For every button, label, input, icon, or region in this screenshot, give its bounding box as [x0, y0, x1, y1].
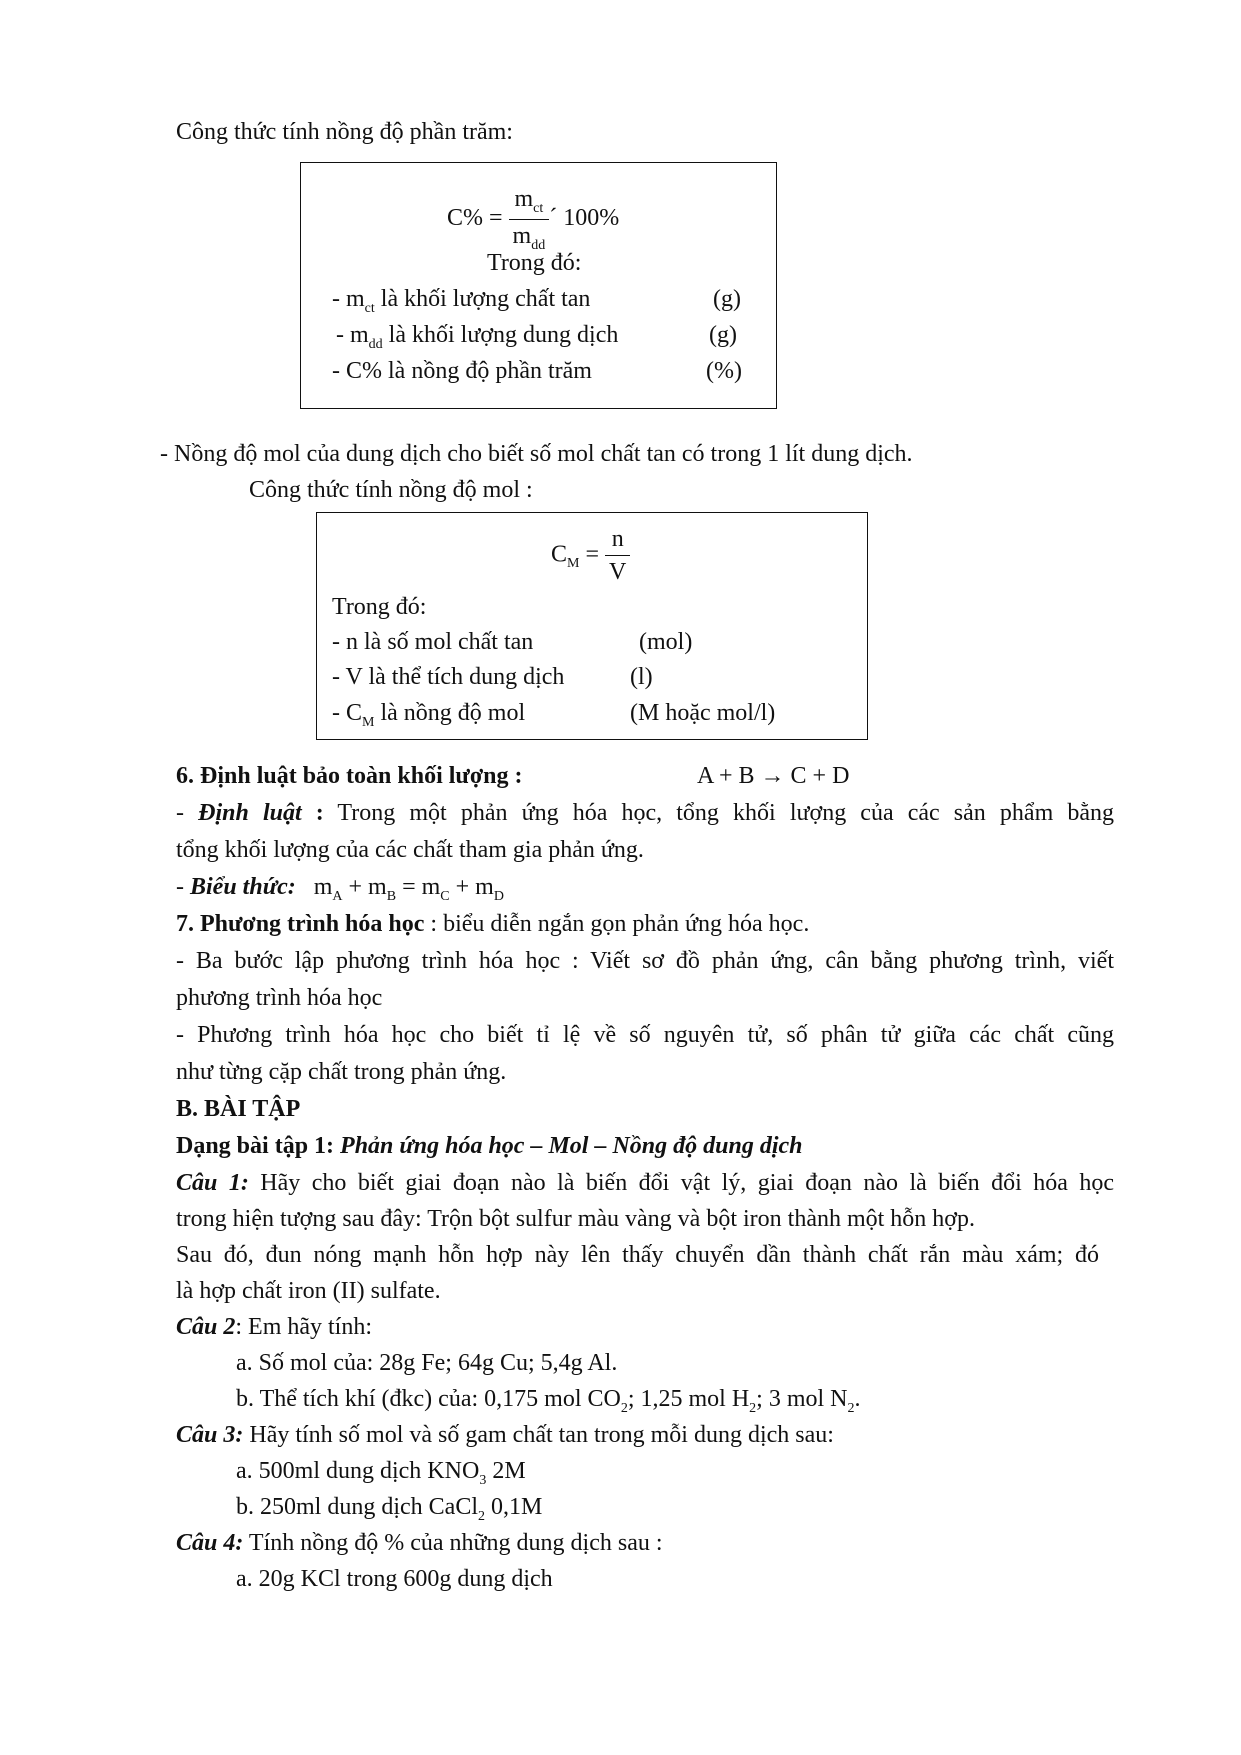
def-line: - $C_M$ là nồng độ mol — [332, 700, 526, 730]
question-1-line: Sau đó, đun nóng mạnh hỗn hợp này lên thấy chuyển dần thành chất rắn màu xám; đó — [176, 1242, 1099, 1268]
def-unit: (l) — [630, 664, 653, 690]
question-2b: b. Thể tích khí (đkc) của: 0,175 mol $CO_2$; 1,25 mol $H_2$; 3 mol $N_2$. — [236, 1386, 861, 1416]
def-unit: (mol) — [639, 629, 693, 655]
molar-formula: $C_M$ = $\frac{n}{V}$ — [551, 525, 630, 587]
def-line: - $m_{dd}$ là khối lượng dung dịch — [336, 322, 619, 352]
where-label: Trong đó: — [332, 594, 427, 620]
section-7-heading: 7. Phương trình hóa học : biểu diễn ngắn gọn phản ứng hóa học. — [176, 911, 810, 937]
def-unit: (g) — [709, 322, 737, 348]
def-line: - C% là nồng độ phần trăm — [332, 358, 592, 384]
question-1-line: trong hiện tượng sau đây: Trộn bột sulfur màu vàng và bột iron thành một hỗn hợp. — [176, 1206, 975, 1232]
expression-line: - Biểu thức: $m_A + m_B = m_C + m_D$ — [176, 874, 504, 904]
fraction: $\frac{m_{ct}}{m_{dd}}$ — [509, 185, 550, 254]
question-2: Câu 2: Em hãy tính: — [176, 1314, 373, 1340]
formula-lhs: C% = — [447, 205, 503, 232]
law-line-2: tổng khối lượng của các chất tham gia phản ứng. — [176, 837, 644, 863]
law-line-1: - Định luật : Trong một phản ứng hóa học, tổng khối lượng của các sản phẩm bằng — [176, 800, 1115, 826]
reaction-equation: A + B → C + D — [697, 763, 850, 789]
question-3: Câu 3: Hãy tính số mol và số gam chất tan trong mỗi dung dịch sau: — [176, 1422, 834, 1448]
molar-formula-box — [316, 512, 868, 740]
question-1-line: là hợp chất iron (II) sulfate. — [176, 1278, 441, 1304]
def-unit: (M hoặc mol/l) — [630, 700, 776, 726]
def-line: - $m_{ct}$ là khối lượng chất tan — [332, 286, 591, 316]
def-line: - n là số mol chất tan — [332, 629, 534, 655]
exercises-heading: B. BÀI TẬP — [176, 1096, 301, 1122]
section-6-heading: 6. Định luật bảo toàn khối lượng : — [176, 763, 523, 789]
paragraph-line: phương trình hóa học — [176, 985, 383, 1011]
exercise-type-heading: Dạng bài tập 1: Phản ứng hóa học – Mol – Nồng độ dung dịch — [176, 1133, 803, 1159]
question-2a: a. Số mol của: 28g Fe; 64g Cu; 5,4g Al. — [236, 1350, 618, 1376]
def-unit: (g) — [713, 286, 741, 312]
formula-factor: 100% — [563, 205, 620, 232]
molar-formula-intro: Công thức tính nồng độ mol : — [249, 477, 533, 503]
question-3b: b. 250ml dung dịch CaCl$_2$ 0,1M — [236, 1494, 543, 1524]
paragraph-line: - Ba bước lập phương trình hóa học : Viết sơ đồ phản ứng, cân bằng phương trình, viết — [176, 948, 1114, 974]
where-label: Trong đó: — [487, 250, 582, 276]
percent-formula-box — [300, 162, 777, 409]
percent-formula: C% = $\frac{m_{ct}}{m_{dd}}$ ´ 100% — [447, 186, 620, 253]
paragraph-line: như từng cặp chất trong phản ứng. — [176, 1059, 507, 1085]
paragraph-line: - Phương trình hóa học cho biết tỉ lệ về số nguyên tử, số phân tử giữa các chất cũng — [176, 1022, 1114, 1048]
def-line: - V là thể tích dung dịch — [332, 664, 565, 690]
percent-formula-intro: Công thức tính nồng độ phần trăm: — [176, 119, 513, 145]
question-3a: a. 500ml dung dịch $KNO_3$ 2M — [236, 1458, 526, 1488]
question-4: Câu 4: Tính nồng độ % của những dung dịch sau : — [176, 1530, 663, 1556]
question-4a: a. 20g KCl trong 600g dung dịch — [236, 1566, 553, 1592]
fraction: $\frac{n}{V}$ — [605, 525, 630, 587]
question-1-line: Câu 1: Hãy cho biết giai đoạn nào là biến đổi vật lý, giai đoạn nào là biến đổi hóa học — [176, 1170, 1114, 1196]
molar-intro-line: - Nồng độ mol của dung dịch cho biết số mol chất tan có trong 1 lít dung dịch. — [160, 441, 913, 467]
def-unit: (%) — [706, 358, 742, 384]
